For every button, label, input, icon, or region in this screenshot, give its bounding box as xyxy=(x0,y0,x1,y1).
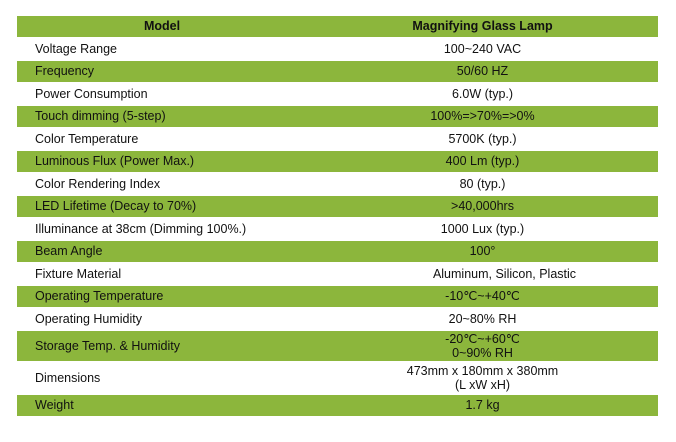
table-row xyxy=(17,241,658,264)
table-row xyxy=(17,84,658,107)
row-value-line: -20℃~+60℃ xyxy=(445,332,520,346)
header-model-value: Magnifying Glass Lamp xyxy=(412,19,553,34)
row-value-line: 0~90% RH xyxy=(452,346,513,360)
row-value: 1000 Lux (typ.) xyxy=(440,221,525,236)
row-label: Frequency xyxy=(35,64,95,79)
row-value: -10℃~+40℃ xyxy=(445,289,520,304)
row-value-multiline xyxy=(307,332,658,360)
row-value: 6.0W (typ.) xyxy=(451,86,514,101)
table-row xyxy=(17,174,658,197)
row-value: 100° xyxy=(469,244,496,259)
row-label: Operating Temperature xyxy=(35,289,164,304)
table-row xyxy=(17,196,658,219)
table-header-row xyxy=(17,16,658,39)
table-row xyxy=(17,363,658,395)
row-value: 5700K (typ.) xyxy=(448,131,517,146)
table-row xyxy=(17,309,658,332)
row-value: 20~80% RH xyxy=(448,311,517,326)
row-label: Weight xyxy=(35,398,74,413)
row-label: LED Lifetime (Decay to 70%) xyxy=(35,199,197,214)
spec-table xyxy=(17,16,658,418)
row-value-line: (L xW xH) xyxy=(454,378,511,392)
row-label: Fixture Material xyxy=(35,266,122,281)
row-value: Aluminum, Silicon, Plastic xyxy=(432,266,577,281)
table-row xyxy=(17,264,658,287)
row-label: Beam Angle xyxy=(35,244,103,259)
table-row xyxy=(17,331,658,363)
table-row xyxy=(17,129,658,152)
row-label: Luminous Flux (Power Max.) xyxy=(35,154,195,169)
row-label: Power Consumption xyxy=(35,86,148,101)
row-value: 1.7 kg xyxy=(465,398,500,413)
table-row xyxy=(17,61,658,84)
row-value: 100%=>70%=>0% xyxy=(430,109,535,124)
row-value: >40,000hrs xyxy=(451,199,514,214)
row-value: 80 (typ.) xyxy=(459,176,506,191)
row-label: Color Rendering Index xyxy=(35,176,161,191)
row-value: 400 Lm (typ.) xyxy=(445,154,520,169)
table-row xyxy=(17,106,658,129)
row-label: Illuminance at 38cm (Dimming 100%.) xyxy=(35,221,247,236)
row-label: Color Temperature xyxy=(35,131,139,146)
header-model-label: Model xyxy=(143,19,181,34)
table-row xyxy=(17,39,658,62)
row-value: 100~240 VAC xyxy=(443,41,522,56)
table-row xyxy=(17,151,658,174)
table-row xyxy=(17,219,658,242)
row-label: Storage Temp. & Humidity xyxy=(35,339,180,353)
row-label: Voltage Range xyxy=(35,41,118,56)
row-label: Dimensions xyxy=(35,371,101,385)
row-value-line: 473mm x 180mm x 380mm xyxy=(406,364,559,378)
row-label: Touch dimming (5-step) xyxy=(35,109,166,124)
row-value-multiline xyxy=(307,364,658,392)
row-label: Operating Humidity xyxy=(35,311,142,326)
table-row xyxy=(17,395,658,418)
row-value: 50/60 HZ xyxy=(456,64,509,79)
table-row xyxy=(17,286,658,309)
